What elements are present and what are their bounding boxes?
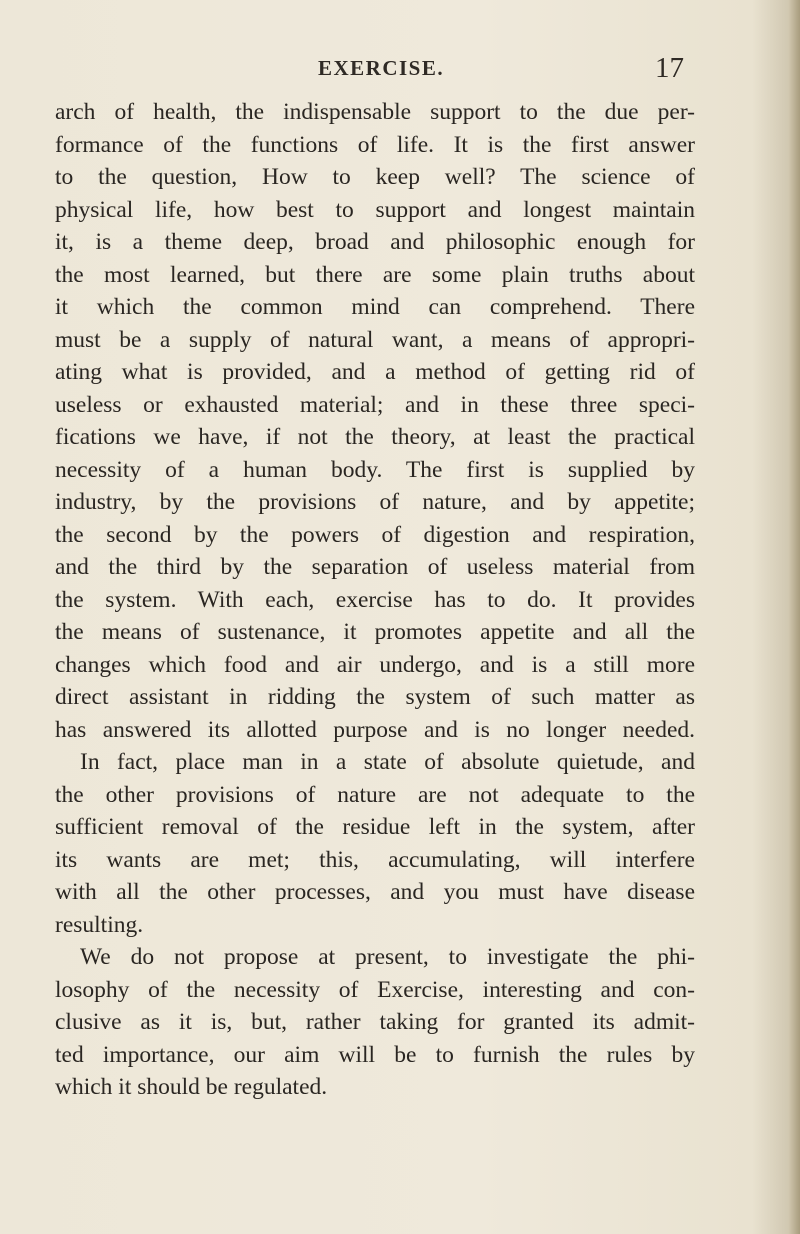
text-line: formance of the functions of life. It is the first answer bbox=[55, 131, 695, 158]
text-line: arch of health, the indispensable support to the due per- bbox=[55, 99, 695, 125]
text-line: industry, by the provisions of nature, and by appetite; bbox=[55, 489, 695, 515]
text-line: clusive as it is, but, rather taking for granted its admit- bbox=[55, 1009, 695, 1035]
text-line: and the third by the separation of useless material from bbox=[55, 554, 695, 580]
text-line: it which the common mind can comprehend. There bbox=[55, 294, 695, 320]
text-line: ating what is provided, and a method of getting rid of bbox=[55, 359, 695, 385]
text-line: useless or exhausted material; and in these three speci- bbox=[55, 391, 695, 418]
text-line: the second by the powers of digestion and respiration, bbox=[55, 521, 695, 548]
text-line: changes which food and air undergo, and is a still more bbox=[55, 651, 695, 678]
text-line: has answered its allotted purpose and is no longer needed. bbox=[55, 716, 695, 743]
text-line: direct assistant in ridding the system of such matter as bbox=[55, 684, 695, 710]
text-line: must be a supply of natural want, a means of appropri- bbox=[55, 326, 695, 353]
text-line: We do not propose at present, to investigate the phi- bbox=[80, 944, 695, 970]
text-line: ted importance, our aim will be to furnish the rules by bbox=[55, 1041, 695, 1068]
text-line: the other provisions of nature are not adequate to the bbox=[55, 781, 695, 808]
page-number: 17 bbox=[655, 52, 684, 84]
text-line: necessity of a human body. The first is supplied by bbox=[55, 456, 695, 483]
text-line: physical life, how best to support and longest maintain bbox=[55, 196, 695, 223]
text-line: sufficient removal of the residue left in the system, after bbox=[55, 814, 695, 840]
page-header bbox=[0, 52, 800, 92]
text-line: with all the other processes, and you must have disease bbox=[55, 879, 695, 905]
text-line: fications we have, if not the theory, at least the practical bbox=[55, 424, 695, 450]
page-edge bbox=[788, 0, 800, 1234]
running-head: EXERCISE. bbox=[318, 56, 445, 80]
text-line: losophy of the necessity of Exercise, interesting and con- bbox=[55, 976, 695, 1003]
text-line: it, is a theme deep, broad and philosophic enough for bbox=[55, 229, 695, 255]
text-line: In fact, place man in a state of absolute quietude, and bbox=[80, 749, 695, 775]
text-line: resulting. bbox=[55, 911, 144, 938]
text-line: the most learned, but there are some plain truths about bbox=[55, 261, 695, 288]
text-line: the means of sustenance, it promotes appetite and all the bbox=[55, 619, 695, 645]
text-line: which it should be regulated. bbox=[55, 1074, 328, 1100]
body-text bbox=[55, 96, 695, 1104]
text-line: to the question, How to keep well? The science of bbox=[55, 164, 695, 190]
text-line: its wants are met; this, accumulating, will interfere bbox=[55, 846, 695, 873]
text-line: the system. With each, exercise has to do. It provides bbox=[55, 586, 695, 613]
